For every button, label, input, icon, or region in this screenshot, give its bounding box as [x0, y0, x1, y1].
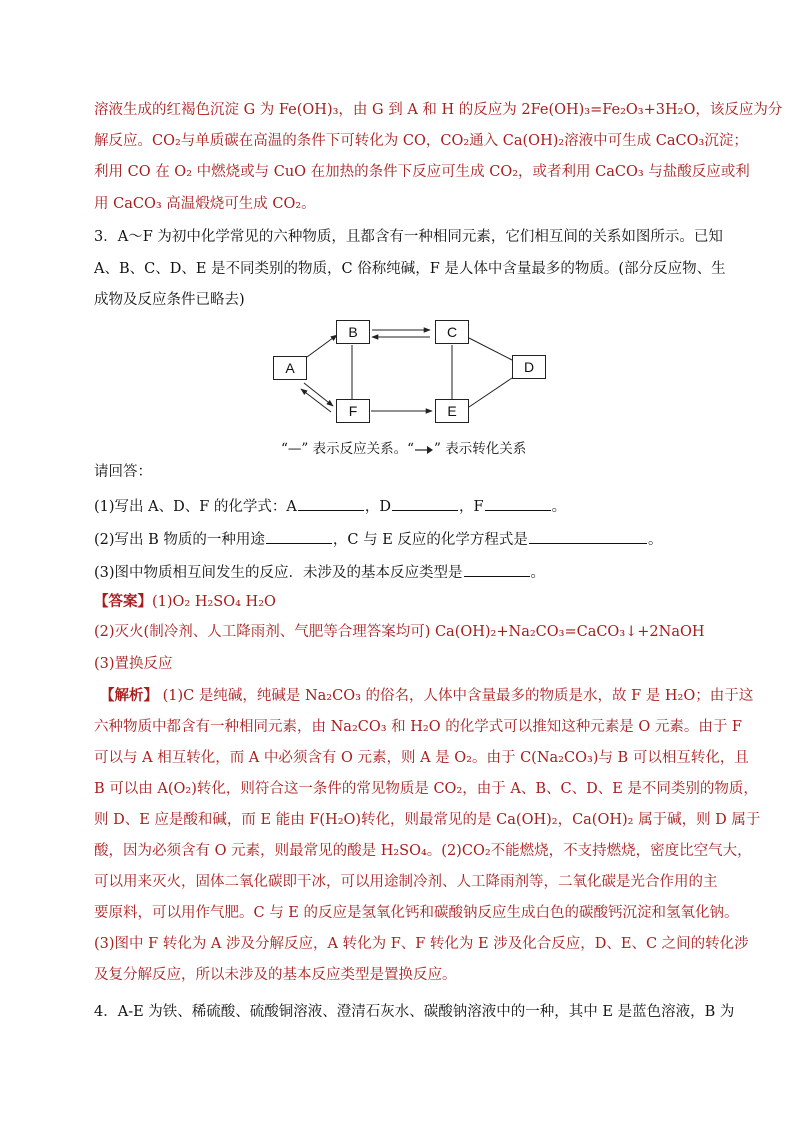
q3-2-mid: ，C 与 E 反应的化学方程式是: [332, 532, 528, 548]
link-c-d: [469, 338, 512, 360]
answer-blank-f[interactable]: [485, 495, 551, 511]
analysis-line-9: (3)图中 F 转化为 A 涉及分解反应，A 转化为 F、F 转化为 E 涉及化合反应，D、E、C 之间的转化涉: [94, 936, 749, 952]
caption-arrow-icon: [414, 445, 434, 455]
intro-line-1: 溶液生成的红褐色沉淀 G 为 Fe(OH)₃，由 G 到 A 和 H 的反应为 2Fe(OH)₃=Fe₂O₃+3H₂O，该反应为分: [94, 102, 783, 118]
arrow-a-to-b: [307, 335, 337, 357]
answer-1: (1)O₂ H₂SO₄ H₂O: [152, 594, 276, 610]
q3-subquestion-3: [94, 561, 545, 583]
analysis-line-4: B 可以由 A(O₂)转化，则符合这一条件的常见物质是 CO₂，由于 A、B、C、D、E 是不同类别的物质，: [94, 781, 758, 797]
q3-stem-line-2: A、B、C、D、E 是不同类别的物质，C 俗称纯碱，F 是人体中含量最多的物质。(部分反应物、生: [94, 261, 726, 277]
node-a: A: [273, 356, 307, 380]
answer-line-1: [94, 592, 276, 612]
answer-blank-equation[interactable]: [529, 528, 647, 544]
answer-line-3: (3)置换反应: [94, 656, 173, 672]
q3-2-text: (2)写出 B 物质的一种用途: [94, 532, 265, 548]
q3-prompt: 请回答：: [94, 464, 152, 480]
analysis-line-8: 要原料，可以用作气肥。C 与 E 的反应是氢氧化钙和碳酸钠反应生成白色的碳酸钙沉淀和氢氧化钠。: [94, 905, 739, 921]
caption-part-1: “—” 表示反应关系。“: [281, 441, 414, 457]
analysis-line-1: [100, 686, 753, 706]
relation-diagram: [0, 0, 794, 470]
diagram-caption: [281, 437, 526, 457]
analysis-line-7: 可以用来灭火，固体二氧化碳即干冰，可以用途制冷剂、人工降雨剂等，二氧化碳是光合作用的主: [94, 874, 718, 890]
answer-blank-a[interactable]: [298, 495, 364, 511]
q3-1-sep2: ，F: [459, 499, 484, 515]
intro-line-4: 用 CaCO₃ 高温煅烧可生成 CO₂。: [94, 196, 316, 212]
q3-2-end: 。: [647, 532, 663, 548]
q3-subquestion-1: [94, 495, 566, 517]
q3-1-end: 。: [551, 499, 567, 515]
caption-part-2: ” 表示转化关系: [434, 441, 527, 457]
analysis-text-1: (1)C 是纯碱，纯碱是 Na₂CO₃ 的俗名，人体中含量最多的物质是水，故 F 是 H₂O；由于这: [158, 688, 754, 704]
q3-3-end: 。: [530, 565, 546, 581]
node-e: E: [435, 399, 469, 423]
q3-stem-line-3: 成物及反应条件已略去): [94, 292, 245, 308]
analysis-line-6: 酸，因为必须含有 O 元素，则最常见的酸是 H₂SO₄。(2)CO₂不能燃烧，不支持燃烧，密度比空气大，: [94, 843, 752, 859]
q4-stem-line-1: 4．A-E 为铁、稀硫酸、硫酸铜溶液、澄清石灰水、碳酸钠溶液中的一种，其中 E 是蓝色溶液，B 为: [94, 1004, 735, 1020]
answer-blank-use[interactable]: [266, 528, 332, 544]
q3-1-text: (1)写出 A、D、F 的化学式：A: [94, 499, 297, 515]
q3-subquestion-2: [94, 528, 662, 550]
link-e-d: [469, 378, 512, 407]
q3-3-text: (3)图中物质相互间发生的反应．未涉及的基本反应类型是: [94, 565, 463, 581]
q3-stem-line-1: 3．A～F 为初中化学常见的六种物质，且都含有一种相同元素，它们相互间的关系如图所示。已知: [94, 229, 723, 245]
intro-line-3: 利用 CO 在 O₂ 中燃烧或与 CuO 在加热的条件下反应可生成 CO₂，或者利用 CaCO₃ 与盐酸反应或利: [94, 164, 750, 180]
node-c: C: [435, 320, 469, 344]
analysis-line-3: 可以与 A 相互转化，而 A 中必须含有 O 元素，则 A 是 O₂。由于 C(Na₂CO₃)与 B 可以相互转化，且: [94, 750, 749, 766]
node-b: B: [336, 320, 370, 344]
answer-line-2: (2)灭火(制冷剂、人工降雨剂、气肥等合理答案均可) Ca(OH)₂+Na₂CO₃=CaCO₃↓+2NaOH: [94, 624, 705, 640]
q3-1-sep1: ，D: [364, 499, 392, 515]
analysis-line-10: 及复分解反应，所以未涉及的基本反应类型是置换反应。: [94, 967, 457, 983]
answer-blank-reaction-type[interactable]: [464, 561, 530, 577]
answer-label: 【答案】: [94, 593, 152, 610]
answer-blank-d[interactable]: [392, 495, 458, 511]
intro-line-2: 解反应。CO₂与单质碳在高温的条件下可转化为 CO，CO₂通入 Ca(OH)₂溶液中可生成 CaCO₃沉淀；: [94, 133, 748, 149]
analysis-label: 【解析】: [100, 687, 158, 704]
analysis-line-2: 六种物质中都含有一种相同元素，由 Na₂CO₃ 和 H₂O 的化学式可以推知这种元素是 O 元素。由于 F: [94, 719, 742, 735]
node-f: F: [336, 399, 370, 423]
analysis-line-5: 则 D、E 应是酸和碱，而 E 能由 F(H₂O)转化，则最常见的是 Ca(OH)₂，Ca(OH)₂ 属于碱，则 D 属于: [94, 812, 761, 828]
node-d: D: [512, 355, 546, 379]
